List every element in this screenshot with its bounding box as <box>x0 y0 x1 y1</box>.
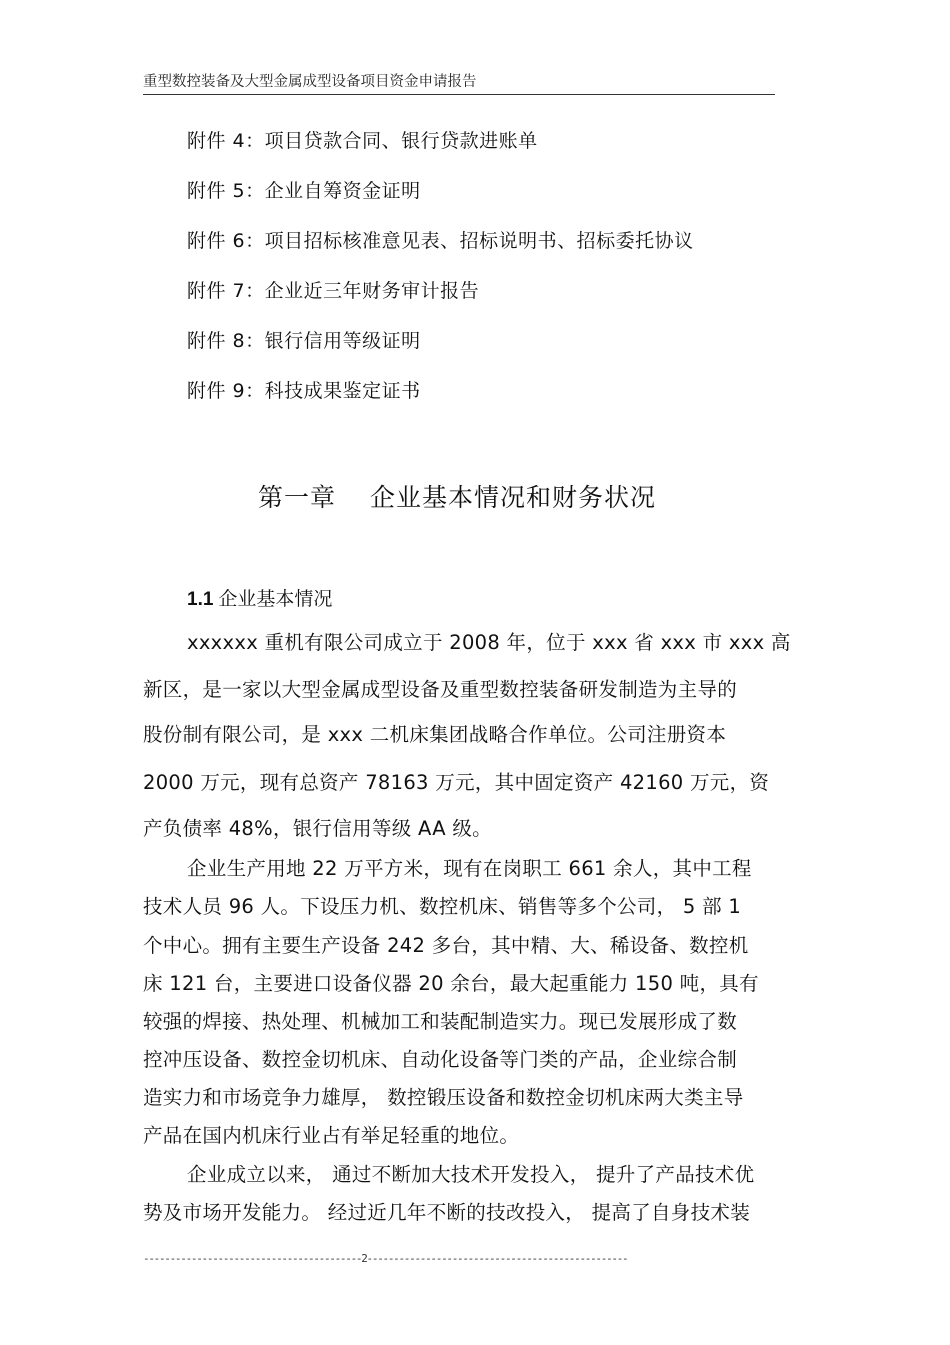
attachment-item: 附件 8：银行信用等级证明 <box>187 330 421 352</box>
attachment-item: 附件 4：项目贷款合同、银行贷款进账单 <box>187 130 538 152</box>
chapter-heading <box>258 478 656 514</box>
section-number: 1.1 <box>187 589 214 610</box>
body-line: 势及市场开发能力。 经过近几年不断的技改投入， 提高了自身技术装 <box>143 1201 750 1224</box>
body-line: 新区，是一家以大型金属成型设备及重型数控装备研发制造为主导的 <box>143 678 738 701</box>
body-line: 个中心。拥有主要生产设备 242 多台，其中精、大、稀设备、数控机 <box>143 934 749 957</box>
body-line: 床 121 台，主要进口设备仪器 20 余台，最大起重能力 150 吨，具有 <box>143 972 759 995</box>
footer-dashes-right: ------------------------------------------------ <box>371 1252 628 1265</box>
chapter-label: 第一章 <box>258 483 337 512</box>
page-number: -2- <box>355 1252 372 1265</box>
body-line: 技术人员 96 人。下设压力机、数控机床、销售等多个公司， 5 部 1 <box>143 895 742 918</box>
attachment-item: 附件 7：企业近三年财务审计报告 <box>187 280 480 302</box>
section-heading <box>187 584 332 611</box>
body-line: 企业成立以来， 通过不断加大技术开发投入， 提升了产品技术优 <box>187 1163 755 1186</box>
page-footer <box>143 1252 628 1265</box>
chapter-title: 企业基本情况和财务状况 <box>370 483 657 512</box>
attachment-item: 附件 5：企业自筹资金证明 <box>187 180 421 202</box>
attachment-item: 附件 6：项目招标核准意见表、招标说明书、招标委托协议 <box>187 230 694 252</box>
body-line: 控冲压设备、数控金切机床、自动化设备等门类的产品，企业综合制 <box>143 1048 738 1071</box>
body-line: xxxxxx 重机有限公司成立于 2008 年，位于 xxx 省 xxx 市 xxx 高 <box>187 631 791 654</box>
header-divider <box>143 94 775 95</box>
body-line: 股份制有限公司，是 xxx 二机床集团战略合作单位。公司注册资本 <box>143 723 727 746</box>
body-line: 较强的焊接、热处理、机械加工和装配制造实力。现已发展形成了数 <box>143 1010 738 1033</box>
page-header-title: 重型数控装备及大型金属成型设备项目资金申请报告 <box>143 74 477 90</box>
body-line: 2000 万元，现有总资产 78163 万元，其中固定资产 42160 万元，资 <box>143 771 770 794</box>
footer-dashes-left: ---------------------------------------- <box>143 1252 356 1265</box>
attachment-item: 附件 9：科技成果鉴定证书 <box>187 380 421 402</box>
body-line: 产负债率 48%，银行信用等级 AA 级。 <box>143 817 492 840</box>
body-line: 产品在国内机床行业占有举足轻重的地位。 <box>143 1124 520 1147</box>
attachment-list <box>187 128 694 428</box>
body-line: 企业生产用地 22 万平方米，现有在岗职工 661 余人，其中工程 <box>187 857 752 880</box>
body-line: 造实力和市场竞争力雄厚， 数控锻压设备和数控金切机床两大类主导 <box>143 1086 744 1109</box>
section-title: 企业基本情况 <box>218 588 333 610</box>
